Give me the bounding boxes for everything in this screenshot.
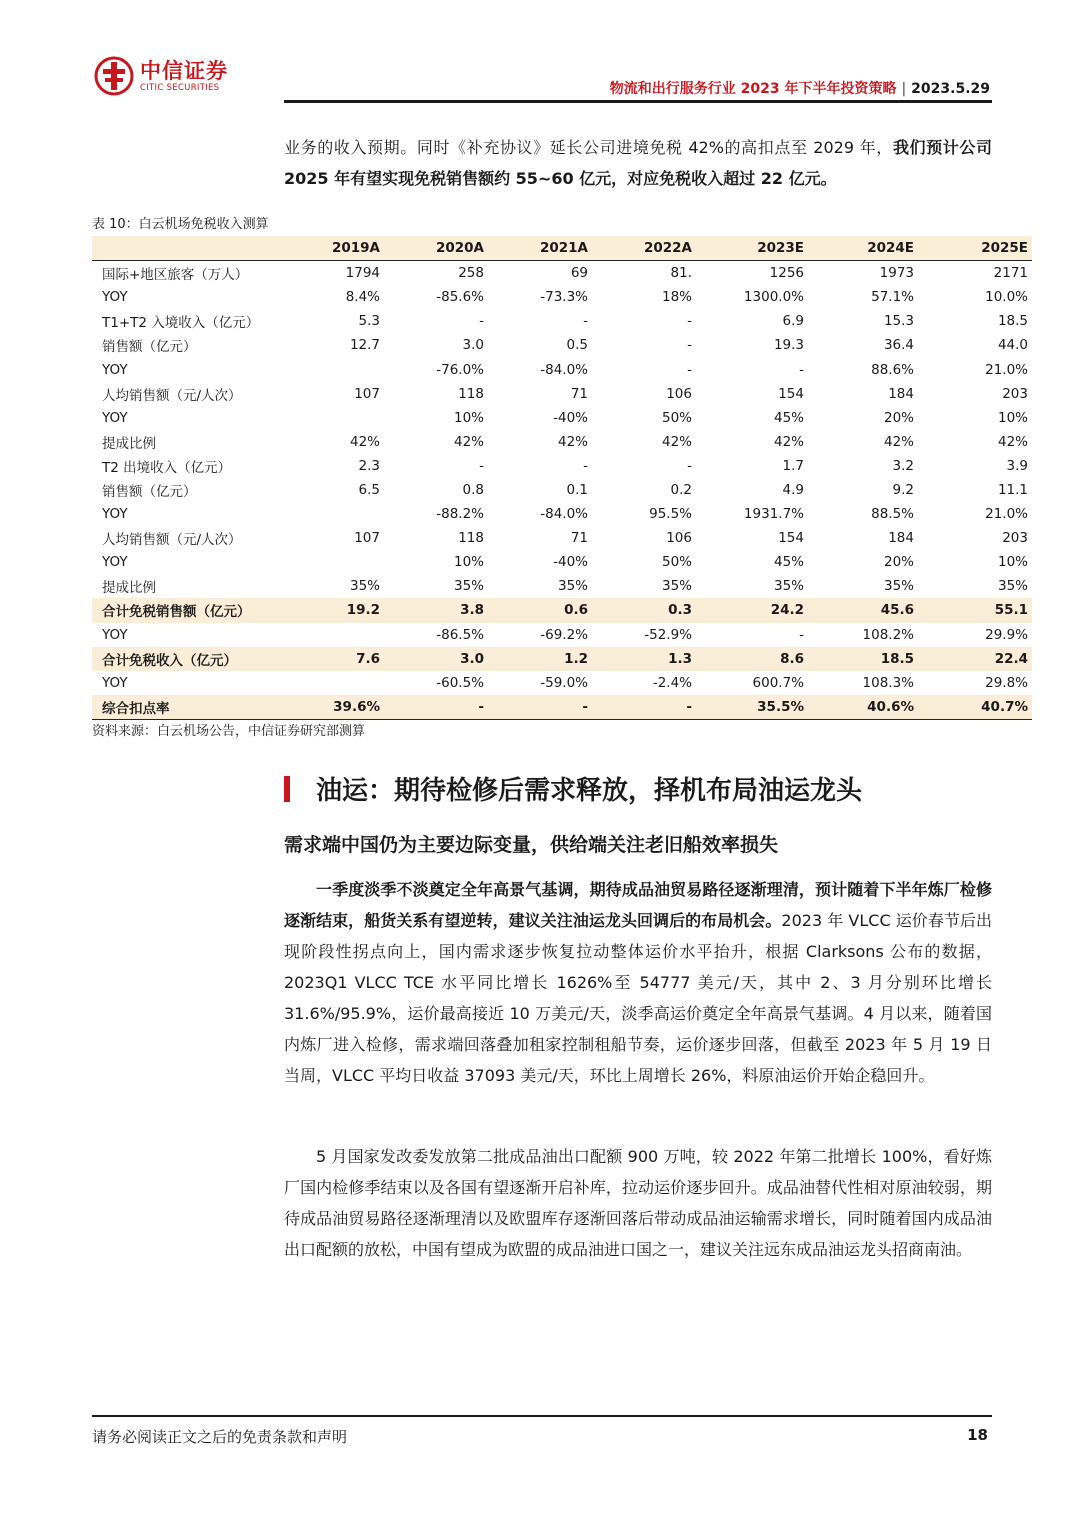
table-cell: -85.6% [436,289,484,306]
table-cell: 20% [883,554,914,571]
table-cell: 10% [997,409,1028,426]
row-label: 销售额（亿元） [102,339,197,356]
table-cell: 3.0 [462,337,484,354]
table-cell: 203 [1002,530,1028,547]
table-cell: 3.9 [1006,457,1028,474]
table-cell: 18.5 [808,647,918,671]
section-title-bar [284,776,290,802]
table-cell: - [479,457,484,474]
table-cell: 40.7% [918,695,1032,720]
table-cell: 81. [670,265,692,282]
table-cell: 44.0 [997,337,1028,354]
row-label: 提成比例 [102,435,156,452]
table-cell: 3.2 [892,457,914,474]
table-row [92,382,1032,406]
table-caption: 表 10：白云机场免税收入测算 [92,217,269,232]
table-cell: 55.1 [918,598,1032,622]
section-title [284,770,862,807]
table-cell: -76.0% [436,361,484,378]
column-header: 2020A [384,236,488,261]
table-cell: 95.5% [649,506,692,523]
table-cell: - [592,695,696,720]
table-cell: 1973 [879,265,914,282]
row-label: 合计免税销售额（亿元） [92,598,288,622]
table-cell: 1.3 [592,647,696,671]
table-cell: 19.3 [773,337,804,354]
row-label: YOY [102,554,128,571]
sub-title: 需求端中国仍为主要边际变量，供给端关注老旧船效率损失 [284,834,779,856]
table-cell: -84.0% [540,361,588,378]
table-row [92,406,1032,430]
table-cell: 1794 [345,265,380,282]
table-cell: 20% [883,409,914,426]
row-label: 提成比例 [102,580,156,597]
table-cell: 18.5 [997,313,1028,330]
table-cell: 203 [1002,385,1028,402]
table-cell: 35% [349,578,380,595]
table-cell: 0.6 [488,598,592,622]
table-cell: 4.9 [782,481,804,498]
table-row [92,309,1032,333]
row-label: 合计免税收入（亿元） [92,647,288,671]
table-cell: - [687,313,692,330]
column-header: 2022A [592,236,696,261]
column-header: 2021A [488,236,592,261]
table-cell: 108.3% [862,674,914,691]
table-cell: 39.6% [288,695,384,720]
report-header [610,78,990,98]
table-cell [288,502,384,526]
table-cell: 7.6 [288,647,384,671]
row-label: YOY [102,626,128,643]
table-cell: 42% [661,433,692,450]
table-cell: 6.5 [358,481,380,498]
row-label: YOY [102,674,128,691]
table-row [92,623,1032,647]
table-cell: 8.4% [345,289,380,306]
table-cell: 10% [453,409,484,426]
table-cell: 106 [666,385,692,402]
table-cell: 22.4 [918,647,1032,671]
table-cell: -40% [553,554,588,571]
table-cell: 3.0 [384,647,488,671]
table-cell: 19.2 [288,598,384,622]
table-cell: -52.9% [644,626,692,643]
table-cell: 5.3 [358,313,380,330]
table-cell: 184 [888,385,914,402]
table-cell: - [687,457,692,474]
row-label: 综合扣点率 [92,695,288,720]
paragraph-1-bold-text: 一季度淡季不淡奠定全年高景气基调，期待成品油贸易路径逐渐理清，预计随着下半年炼厂检修逐渐结束，船货关系有望逆转，建议关注油运龙头回调后的布局机会。 [284,880,992,930]
table-row [92,574,1032,598]
row-label: 国际+地区旅客（万人） [102,267,249,284]
table-cell: 8.6 [696,647,808,671]
table-cell: 0.2 [670,481,692,498]
table-cell: 108.2% [862,626,914,643]
table-cell: - [687,361,692,378]
table-cell: - [687,337,692,354]
table-cell: 258 [458,265,484,282]
table-row-total [92,598,1032,622]
table-cell: 35.5% [696,695,808,720]
table-cell [288,357,384,381]
table-cell: 35% [557,578,588,595]
table-cell: 118 [458,530,484,547]
table-cell: 42% [453,433,484,450]
table-cell [288,671,384,695]
column-header: 2024E [808,236,918,261]
citic-logo-icon [94,56,134,96]
section-title-text: 油运：期待检修后需求释放，择机布局油运龙头 [316,776,863,806]
intro-normal-text: 业务的收入预期。同时《补充协议》延长公司进境免税 42%的高扣点至 2029 年， [284,138,893,157]
table-row [92,478,1032,502]
table-row [92,526,1032,550]
table-cell: 3.8 [384,598,488,622]
table-cell: 21.0% [985,506,1028,523]
table-cell [288,550,384,574]
table-cell: 2.3 [358,457,380,474]
table-cell: 36.4 [883,337,914,354]
header-rule [284,100,992,103]
table-cell: 45.6 [808,598,918,622]
report-date: 2023.5.29 [911,81,990,97]
table-cell: 69 [570,265,588,282]
table-cell: 40.6% [808,695,918,720]
table-source: 资料来源：白云机场公告，中信证券研究部测算 [92,724,366,739]
table-row [92,454,1032,478]
table-cell: -69.2% [540,626,588,643]
row-label: YOY [102,409,128,426]
table-cell: - [583,313,588,330]
table-cell: - [799,361,804,378]
table-cell: 10% [997,554,1028,571]
table-cell: 10% [453,554,484,571]
table-cell: 45% [773,409,804,426]
table-cell: 42% [557,433,588,450]
table-cell: 9.2 [892,481,914,498]
table-row [92,285,1032,309]
table-cell: 12.7 [349,337,380,354]
paragraph-2-text: 5 月国家发改委发放第二批成品油出口配额 900 万吨，较 2022 年第二批增长 100%，看好炼厂国内检修季结束以及各国有望逐渐开启补库，拉动运价逐步回升。成品油替代性相对原油较弱，期待成品油贸易路径逐渐理清以及欧盟库存逐渐回落后带动成品油运输需求增长，同时随着国内成品油出口配额的放松，中国有望成为欧盟的成品油进口国之一，建议关注远东成品油运龙头招商南油。 [284,1147,992,1259]
intro-paragraph [284,132,992,194]
table-cell: 1931.7% [743,506,804,523]
table-cell: - [479,313,484,330]
table-cell: 35% [661,578,692,595]
table-cell: -84.0% [540,506,588,523]
row-label: 人均销售额（元/人次） [102,532,242,549]
table-cell: 1.2 [488,647,592,671]
column-header: 2019A [288,236,384,261]
intro-bold-text: 我们预计公司 2025 年有望实现免税销售额约 55~60 亿元，对应免税收入超过 22 亿元。 [284,138,992,188]
table-cell: 1.7 [782,457,804,474]
table-cell: 42% [883,433,914,450]
row-label: YOY [102,361,128,378]
table-cell: 71 [570,530,588,547]
table-row [92,671,1032,695]
table-cell: 0.5 [566,337,588,354]
table-cell: 118 [458,385,484,402]
table-cell: 107 [354,530,380,547]
logo-chinese-name: 中信证券 [140,59,228,83]
citic-logo [94,56,228,96]
table-cell: -59.0% [540,674,588,691]
paragraph-1-text: 2023 年 VLCC 运价春节后出现阶段性拐点向上，国内需求逐步恢复拉动整体运价水平抬升，根据 Clarksons 公布的数据，2023Q1 VLCC TCE 水平同比增长 1626%至 54777 美元/天，其中 2、3 月分别环比增长 31.6%/95.9%，运价最高接近 10 万美元/天，淡季高运价奠定全年高景气基调。4 月以来，随着国内炼厂进入检修，需求端回落叠加租家控制租船节奏，运价逐步回落，但截至 2023 年 5 月 19 日当周，VLCC 平均日收益 37093 美元/天，环比上周增长 26%，料原油运价开始企稳回升。 [284,911,992,1085]
duty-free-revenue-table [92,236,1032,720]
header-separator: | [901,81,907,97]
column-header: 2025E [918,236,1032,261]
table-cell: 21.0% [985,361,1028,378]
table-cell: -40% [553,409,588,426]
logo-english-name: CITIC SECURITIES [140,83,220,93]
body-paragraph-1 [284,874,992,1091]
table-cell: 45% [773,554,804,571]
table-cell: -73.3% [540,289,588,306]
row-label: YOY [102,289,128,306]
table-cell: 1256 [769,265,804,282]
table-cell: 24.2 [696,598,808,622]
table-cell: 35% [773,578,804,595]
column-header [92,236,288,261]
footer-disclaimer: 请务必阅读正文之后的免责条款和声明 [92,1428,348,1446]
table-cell: 57.1% [871,289,914,306]
table-cell: 88.6% [871,361,914,378]
table-cell: -2.4% [652,674,692,691]
row-label: 销售额（亿元） [102,483,197,500]
table-cell: 6.9 [782,313,804,330]
table-cell: 29.9% [985,626,1028,643]
table-cell: 11.1 [997,481,1028,498]
row-label: T1+T2 入境收入（亿元） [102,315,260,332]
table-cell: 154 [778,385,804,402]
table-cell: 29.8% [985,674,1028,691]
table-cell: - [384,695,488,720]
table-cell: -60.5% [436,674,484,691]
table-cell: 154 [778,530,804,547]
table-row [92,261,1032,286]
table-cell: - [799,626,804,643]
row-label: 人均销售额（元/人次） [102,387,242,404]
table-cell: 1300.0% [743,289,804,306]
row-label: T2 出境收入（亿元） [102,459,232,476]
table-cell: -88.2% [436,506,484,523]
table-cell [288,406,384,430]
column-header: 2023E [696,236,808,261]
table-cell: 106 [666,530,692,547]
body-paragraph-2 [284,1141,992,1265]
table-cell: 71 [570,385,588,402]
table-cell: 15.3 [883,313,914,330]
table-cell: 42% [349,433,380,450]
table-row [92,357,1032,381]
table-row [92,550,1032,574]
table-cell: 0.3 [592,598,696,622]
table-cell: 35% [997,578,1028,595]
report-title: 物流和出行服务行业 2023 年下半年投资策略 [609,81,897,97]
table-cell: 0.8 [462,481,484,498]
table-row-total [92,695,1032,720]
row-label: YOY [102,506,128,523]
table-cell: 35% [453,578,484,595]
table-row-total [92,647,1032,671]
table-cell: 42% [773,433,804,450]
table-cell: - [583,457,588,474]
table-cell: 10.0% [985,289,1028,306]
footer-rule [92,1415,992,1417]
table-cell: -86.5% [436,626,484,643]
table-cell: 600.7% [752,674,804,691]
table-cell: 184 [888,530,914,547]
table-cell: 88.5% [871,506,914,523]
table-cell: 50% [661,409,692,426]
table-cell: 42% [997,433,1028,450]
table-cell: 50% [661,554,692,571]
table-header-row [92,236,1032,261]
table-row [92,502,1032,526]
table-cell [288,623,384,647]
table-cell: 35% [883,578,914,595]
table-cell: 107 [354,385,380,402]
table-cell: - [488,695,592,720]
table-row [92,333,1032,357]
table-cell: 2171 [993,265,1028,282]
table-cell: 0.1 [566,481,588,498]
table-row [92,430,1032,454]
page-number: 18 [967,1426,988,1444]
table-cell: 18% [661,289,692,306]
